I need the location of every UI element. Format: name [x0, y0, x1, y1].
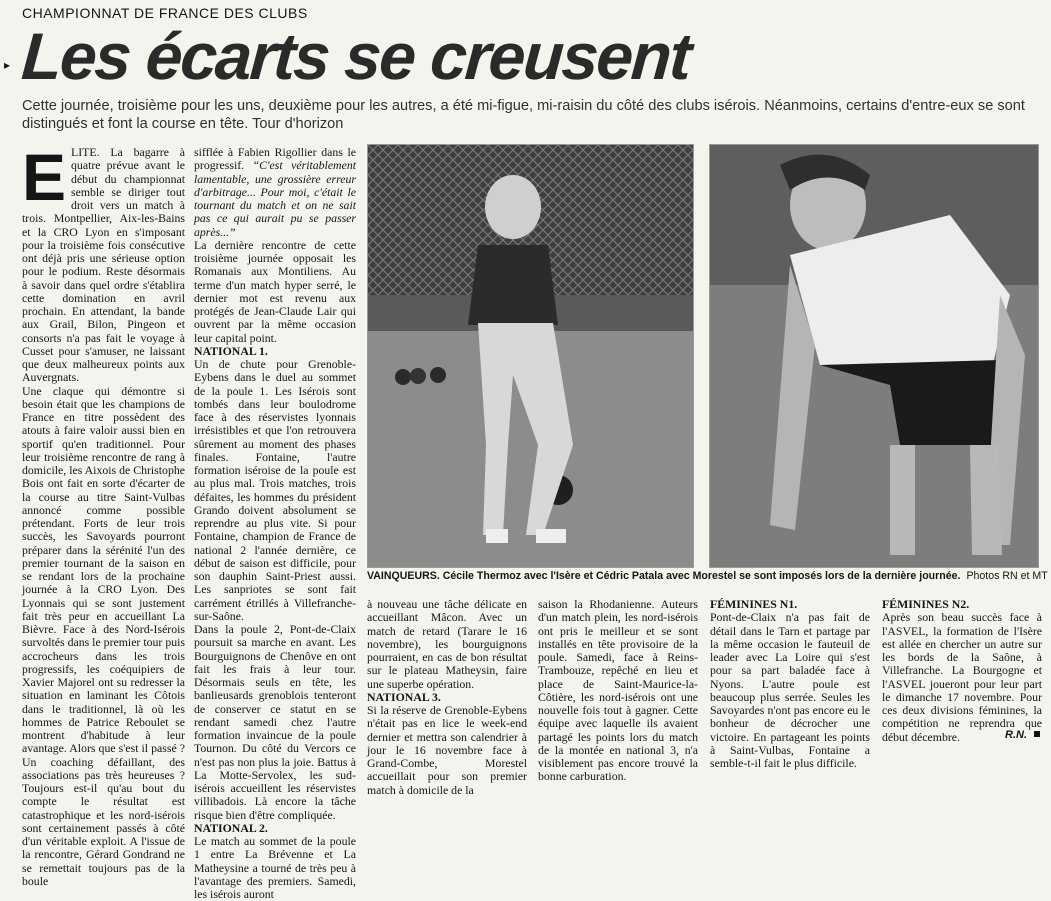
paragraph: La dernière rencontre de cette troisième journée opposait les Romanais aux Montiliens. Au terme d'un match hyper serré, le dernier mot est revenu aux protégés de Jean-Claude Lair qui ouvrent par la même occasion leur capital point. [194, 237, 356, 345]
paragraph: Si la réserve de Grenoble-Eybens n'était pas en lice le week-end dernier et mettra son calendrier à jour le 16 novembre face à Grand-Combe, Morestel accueillait pour son premier match à domicile de la [367, 703, 527, 797]
subhead-national-3: NATIONAL 3. [367, 689, 441, 704]
photo-young-man-player-image [710, 145, 1038, 567]
article-column-1 [22, 140, 185, 888]
paragraph-elite: ELITE. La bagarre à quatre prévue avant le début du championnat semble se diriger tout droit vers un match à trois. Montpellier, Aix-les-Bains et la CRO Lyon en s'imposant pour la troisième fois consécutive ont déjà pris une sérieuse option pour le podium. Reste désormais à savoir dans quel ordre s'établira cette domination en avril prochain. En attendant, la bande aux Grail, Bilon, Pingeon et consorts n'a pas fait le voyage à Cusset pour s'amuser, ne laissant que deux malheureux points aux Auvergnats. [22, 140, 185, 385]
subhead-feminines-n2: FÉMININES N2. [882, 597, 970, 611]
photo-woman-player [367, 144, 694, 568]
section-kicker: CHAMPIONNAT DE FRANCE DES CLUBS [22, 5, 308, 21]
paragraph: Le match au sommet de la poule 1 entre La Brévenne et La Matheysine a tourné de très peu à l'avantage des premiers. Samedi, les isérois auront [194, 834, 356, 901]
subhead-national-1: NATIONAL 1. [194, 343, 268, 358]
paragraph: Pont-de-Claix n'a pas fait de détail dans le Tarn et partage par la même occasion le fauteuil de leader avec La Loire qui s'est pour sa part baladée face à Nyons. L'autre poule est beaucoup plus serrée. Seules les Savoyardes n'ont pas encore eu le bonheur de décrocher une victoire. En partageant les points à Saint-Vulbas, Fontaine a semble-t-il fait le plus difficile. [710, 610, 870, 770]
margin-mark: ▸ [4, 58, 11, 72]
photo-credit: Photos RN et MT [966, 570, 1048, 582]
photo-woman-player-image [368, 145, 693, 567]
author-signature: R.N. [1005, 729, 1027, 741]
paragraph: Après son beau succès face à l'ASVEL, la formation de l'Isère est allée en chercher un autre sur les bords de la Saône, à Villefranche. La Bourgogne et l'ASVEL joueront pour leur part le dimanche 17 novembre. Pour ces deux divisions féminines, la compétition ne reprendra que début décembre. [882, 610, 1042, 744]
quote: “C'est véritablement lamentable, une grossière erreur d'arbitrage... Pour moi, c'était le tournant du match et on ne sait pas ce qui aurait pu se passer après...” [194, 158, 356, 239]
paragraph: Dans la poule 2, Pont-de-Claix poursuit sa marche en avant. Les Bourguignons de Chenôve en ont fait les frais à leur tour. Désormais seuls en tête, les banlieusards grenoblois tenteront de conserver ce statut en se rendant samedi chez l'autre formation invaincue de la poule Tournon. Du côté du Vercors ce n'est pas non plus la joie. Battus à La Motte-Servolex, les sud-isérois accueillent les réservistes villibadois. Là encore la tâche risque bien d'être compliquée. [194, 622, 356, 822]
article-column-3 [367, 597, 527, 797]
headline: Les écarts se creusent [19, 19, 693, 93]
article-column-5 [710, 597, 870, 770]
paragraph: Un de chute pour Grenoble-Eybens dans le duel au sommet de la poule 1. Les Isérois sont tombés dans leur boulodrome face à des réservistes lyonnais irrésistibles et que l'on retrouvera sûrement au moment des phases finales. Fontaine, l'autre formation iséroise de la poule est au plus mal. Trois matches, trois défaites, les hommes du président Grando doivent absolument se reprendre au plus vite. Si pour Fontaine, champion de France de national 2 l'année dernière, ce début de saison est difficile, pour son dauphin Saint-Priest aussi. Les sanpriotes se sont fait carrément étrillés à Villefranche-sur-Saône. [194, 357, 356, 623]
article-column-2 [194, 145, 356, 901]
subhead-feminines-n1: FÉMININES N1. [710, 597, 798, 611]
end-mark [1034, 731, 1040, 737]
subhead-national-2: NATIONAL 2. [194, 820, 268, 835]
drop-cap: E [22, 140, 67, 214]
photo-young-man-player [709, 144, 1039, 568]
paragraph: sifflée à Fabien Rigollier dans le progressif. “C'est véritablement lamentable, une grossière erreur d'arbitrage... Pour moi, c'était le tournant du match et on ne sait pas ce qui aurait pu se passer après...” [194, 145, 356, 239]
paragraph: à nouveau une tâche délicate en accueillant Mâcon. Avec un match de retard (Tarare le 16 novembre), les bourguignons pourraient, en cas de bon résultat sur le plateau Matheysin, faire une superbe opération. [367, 597, 527, 691]
photo-caption: VAINQUEURS. Cécile Thermoz avec l'Isère et Cédric Patala avec Morestel se sont imposés lors de la dernière journée. Photos RN et MT [367, 570, 1048, 582]
article-column-4 [538, 597, 698, 784]
lead-paragraph: Cette journée, troisième pour les uns, deuxième pour les autres, a été mi-figue, mi-raisin du côté des clubs isérois. Néanmoins, certains d'entre-eux se sont distingués et font la course en tête. Tour d'horizon [22, 98, 1025, 132]
paragraph: Une claque qui démontre si besoin était que les champions de France en titre possèdent des atouts à faire valoir aussi bien en sportif qu'en traditionnel. Pour leur troisième rencontre de rang à domicile, les Aixois de Christophe Bois ont fait en sorte d'écarter de la course au titre Saint-Vulbas annoncé comme possible prétendant. Forts de leur trois succès, les Savoyards pourront préparer dans la sérénité l'un des premier tournant de la saison en se rendant lors de la prochaine journée à la CRO Lyon. Des Lyonnais qui se sont justement fait très peur en accueillant La Bièvre. Face à des Nord-Isérois survoltés dans le premier tour puis accrocheurs dans les trois progressifs, les coéquipiers de Xavier Majorel ont su redresser la situation en laminant les Côtois dans le traditionnel, là où les hommes de Patrice Reboulet se montrent d'habitude à leur avantage. Alors que s'est il passé ? Un coaching défaillant, des associations pas très heureuses ? Toujours est-il qu'au bout du compte le résultat est catastrophique et les nord-isérois sont certainement passés à côté d'un véritable exploit. A l'issue de la rencontre, Gérard Gondrand ne se remettait toujours pas de la boule [22, 383, 185, 888]
paragraph: saison la Rhodanienne. Auteurs d'un match plein, les nord-isérois ont pris le meilleur et se sont installés en tête provisoire de la poule. Samedi, face à Reins-Trambouze, repêché en lieu et place de Saint-Maurice-la-Côtière, les nord-isérois ont une nouvelle fois tout à gagner. Cette équipe avec laquelle ils avaient partagé les points lors du match de la montée en national 3, n'a visiblement pas encore trouvé la bonne carburation. [538, 597, 698, 784]
